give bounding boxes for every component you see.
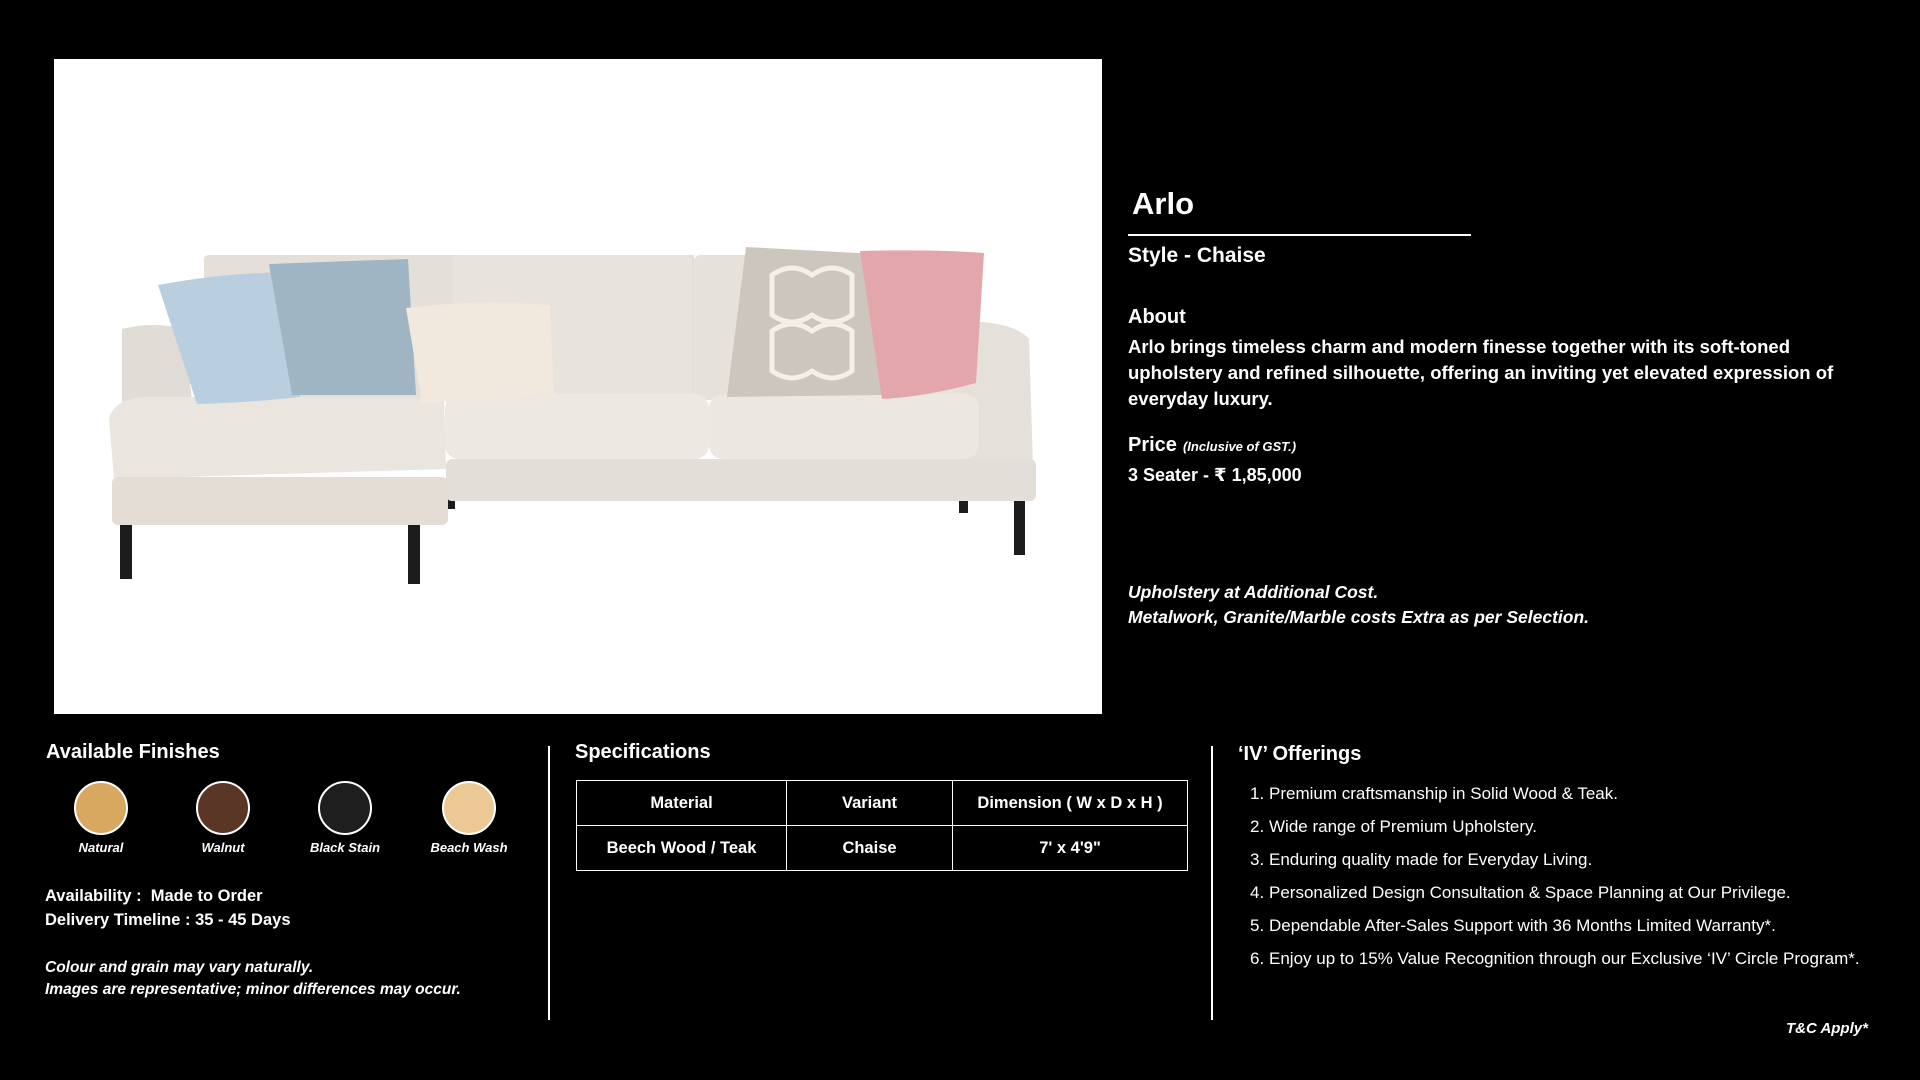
finish-swatch	[442, 781, 496, 835]
cost-note: Metalwork, Granite/Marble costs Extra as per Selection.	[1128, 607, 1589, 627]
about-heading: About	[1128, 306, 1186, 328]
offering-text: Wide range of Premium Upholstery.	[1269, 817, 1538, 836]
disclaimer	[45, 957, 461, 1001]
finish-swatch	[318, 781, 372, 835]
price-note: (Inclusive of GST.)	[1182, 439, 1297, 454]
finish-natural[interactable]	[51, 781, 151, 855]
product-title: Arlo	[1132, 186, 1194, 221]
offering-text: Dependable After-Sales Support with 36 Months Limited Warranty*.	[1269, 916, 1776, 935]
finish-walnut[interactable]	[173, 781, 273, 855]
delivery-line: Delivery Timeline : 35 - 45 Days	[45, 911, 291, 929]
disclaimer-line: Images are representative; minor differences may occur.	[45, 981, 461, 998]
availability-info	[45, 884, 291, 932]
offering-text: Premium craftsmanship in Solid Wood & Teak.	[1269, 784, 1618, 803]
specifications-heading: Specifications	[575, 741, 711, 763]
list-item: 4. Personalized Design Consultation & Space Planning at Our Privilege.	[1250, 876, 1890, 909]
offerings-heading: ‘IV’ Offerings	[1238, 743, 1362, 765]
offerings-list	[1250, 777, 1890, 975]
finish-label: Black Stain	[309, 840, 381, 855]
list-item: 1. Premium craftsmanship in Solid Wood & Teak.	[1250, 777, 1890, 810]
table-header: Material	[577, 781, 787, 826]
price-heading	[1128, 434, 1296, 457]
disclaimer-line: Colour and grain may vary naturally.	[45, 959, 314, 976]
finish-beach-wash[interactable]	[419, 781, 519, 855]
offering-text: Personalized Design Consultation & Space Planning at Our Privilege.	[1269, 883, 1791, 902]
list-item: 3. Enduring quality made for Everyday Living.	[1250, 843, 1890, 876]
title-divider	[1128, 234, 1471, 236]
column-divider	[1211, 746, 1213, 1020]
table-header: Variant	[787, 781, 953, 826]
list-item: 5. Dependable After-Sales Support with 36 Months Limited Warranty*.	[1250, 909, 1890, 942]
about-text: Arlo brings timeless charm and modern finesse together with its soft-toned upholstery and refined silhouette, offering an inviting yet elevated expression of everyday luxury.	[1128, 336, 1834, 409]
finishes-heading: Available Finishes	[46, 741, 220, 763]
table-cell: 7' x 4'9"	[953, 826, 1188, 871]
table-header-row	[577, 781, 1188, 826]
finish-label: Beach Wash	[430, 840, 508, 855]
offering-text: Enduring quality made for Everyday Living.	[1269, 850, 1593, 869]
availability-line: Availability : Made to Order	[45, 887, 263, 905]
price-value: 3 Seater - ₹ 1,85,000	[1128, 465, 1302, 485]
product-image	[54, 59, 1102, 714]
list-item: 2. Wide range of Premium Upholstery.	[1250, 810, 1890, 843]
table-cell: Beech Wood / Teak	[577, 826, 787, 871]
column-divider	[548, 746, 550, 1020]
offering-text: Enjoy up to 15% Value Recognition through our Exclusive ‘IV’ Circle Program*.	[1269, 949, 1860, 968]
product-style: Style - Chaise	[1128, 244, 1266, 267]
table-row	[577, 826, 1188, 871]
table-header: Dimension ( W x D x H )	[953, 781, 1188, 826]
finish-black-stain[interactable]	[295, 781, 395, 855]
cost-note: Upholstery at Additional Cost.	[1128, 582, 1379, 602]
price-label: Price	[1128, 434, 1177, 456]
finish-swatch	[74, 781, 128, 835]
cost-notes	[1128, 580, 1589, 630]
list-item: 6. Enjoy up to 15% Value Recognition through our Exclusive ‘IV’ Circle Program*.	[1250, 942, 1890, 975]
terms-note: T&C Apply*	[1786, 1020, 1868, 1037]
finish-swatch	[196, 781, 250, 835]
finish-label: Natural	[78, 840, 124, 855]
finish-label: Walnut	[201, 840, 245, 855]
specifications-table	[576, 780, 1188, 871]
sofa-illustration	[54, 59, 1102, 714]
table-cell: Chaise	[787, 826, 953, 871]
